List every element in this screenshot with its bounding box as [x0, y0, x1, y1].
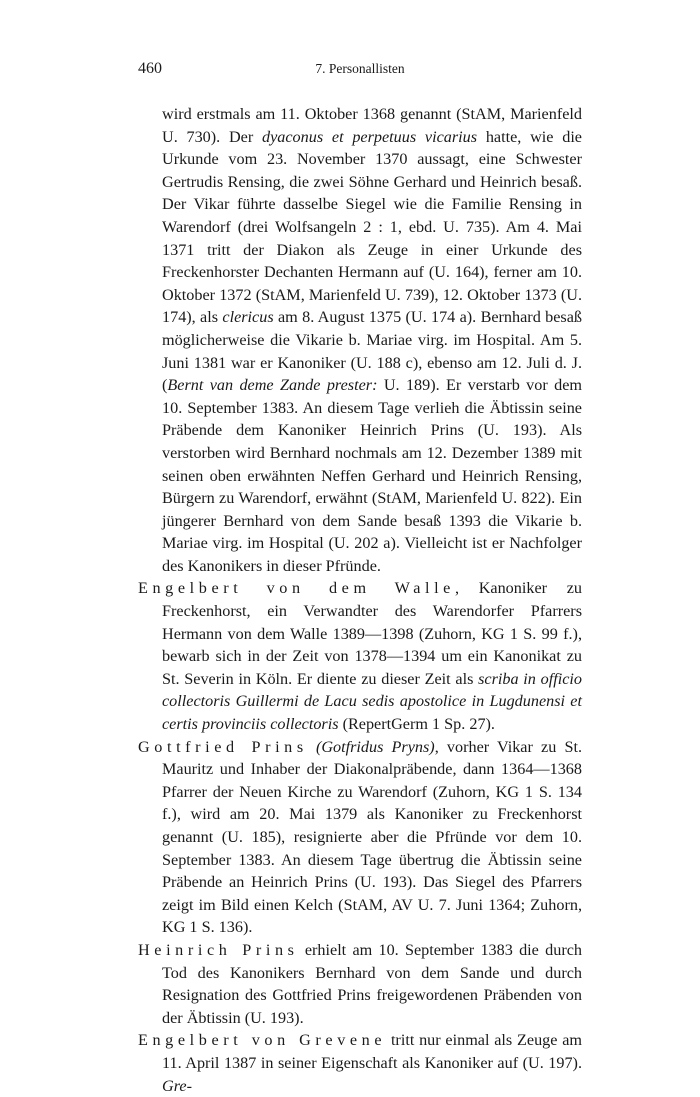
entry-gottfried-prins — [138, 736, 582, 939]
continuation-paragraph — [138, 103, 582, 577]
running-head — [138, 60, 582, 82]
italic-text: dyaconus et perpetuus vicarius — [262, 127, 478, 146]
italic-text: Gre- — [162, 1076, 192, 1095]
text-run: am 8. August 1375 (U. 174 a). Bernhard besaß möglicherweise die Vikarie b. Mariae virg. im Hospital. Am 5. Juni 1381 war er Kanoniker (U. 188 c), ebenso am 12. Juli d. J. ( — [162, 308, 582, 395]
running-title: 7. Personallisten — [315, 61, 405, 76]
text-run: tritt nur einmal als Zeuge am 11. April 1387 in seiner Eigenschaft als Kanoniker auf (U. 197). — [162, 1031, 582, 1072]
entry-text — [162, 738, 582, 937]
entry-name: Heinrich Prins — [138, 940, 299, 959]
text-run: (RepertGerm 1 Sp. 27). — [338, 715, 495, 734]
entry-engelbert-von-grevene — [138, 1029, 582, 1097]
text-run: erhielt am 10. September 1383 die durch Tod des Kanonikers Bernhard von dem Sande und durch Resignation des Gottfried Prins freigewordenen Präbenden von der Äbtissin (U. 193). — [162, 940, 582, 1027]
text-body — [138, 103, 582, 1097]
text-run: U. 189). Er verstarb vor dem 10. September 1383. An diesem Tage verlieh die Äbtissin seine Präbende dem Kanoniker Heinrich Prins (U. 193). Als verstorben wird Bernhard nochmals am 12. Dezember 1389 mit seinen oben erwähnten Neffen Gerhard und Heinrich Rensing, Bürgern zu Warendorf, erwähnt (StAM, Marienfeld U. 822). Ein jüngerer Bernhard von dem Sande besaß 1393 die Vikarie b. Mariae virg. im Hospital (U. 202 a). Vielleicht ist er Nachfolger des Kanonikers in dieser Pfründe. — [162, 376, 582, 575]
italic-text: (Gotfridus Pryns) — [315, 737, 435, 756]
page-number: 460 — [138, 60, 162, 77]
entry-name: Gottfried Prins — [138, 737, 308, 756]
italic-text: scriba in officio collectoris Guillermi de Lacu sedis apostolice in Lugdunensi et certis provinciis collectoris — [162, 669, 582, 734]
text-run: , vorher Vikar zu St. Mauritz und Inhaber der Diakonalpräbende, dann 1364—1368 Pfarrer der Neuen Kirche zu Warendorf (Zuhorn, KG 1 S. 134 f.), wird am 20. Mai 1379 als Kanoniker zu Freckenhorst genannt (U. 185), resignierte aber die Pfründe vor dem 10. September 1383. An diesem Tage übertrug die Äbtissin seine Präbende an Heinrich Prins (U. 193). Das Siegel des Pfarrers zeigt im Bild einen Kelch (StAM, AV U. 7. Juni 1364; Zuhorn, KG 1 S. 136). — [162, 737, 583, 937]
italic-text: Bernt van deme Zande prester: — [167, 376, 378, 395]
entry-text — [162, 579, 582, 733]
text-run — [308, 738, 316, 756]
entry-name: Engelbert von dem Walle — [138, 579, 455, 598]
entry-engelbert-von-dem-walle — [138, 577, 582, 735]
italic-text: clericus — [222, 308, 274, 327]
text-run: hatte, wie die Urkunde vom 23. November 1370 aussagt, eine Schwester Gertrudis Rensing, die zwei Söhne Gerhard und Heinrich besaß. Der Vikar führte dasselbe Siegel wie die Familie Rensing in Warendorf (drei Wolfsangeln 2 : 1, ebd. U. 735). Am 4. Mai 1371 tritt der Diakon als Zeuge in einer Urkunde des Freckenhorster Dechanten Hermann auf (U. 164), ferner am 10. Oktober 1372 (StAM, Marienfeld U. 739), 12. Oktober 1373 (U. 174), als — [162, 127, 582, 327]
text-run: wird erstmals am 11. Oktober 1368 genannt (StAM, Marienfeld U. 730). Der — [162, 105, 582, 146]
entry-heinrich-prins — [138, 939, 582, 1029]
entry-name: Engelbert von Grevene — [138, 1031, 387, 1050]
text-run: , Kanoniker zu Freckenhorst, ein Verwandter des Warendorfer Pfarrers Hermann von dem Walle 1389—1398 (Zuhorn, KG 1 S. 99 f.), bewarb sich in der Zeit von 1378—1394 um ein Kanonikat zu St. Severin in Köln. Er diente zu dieser Zeit als — [162, 579, 582, 688]
